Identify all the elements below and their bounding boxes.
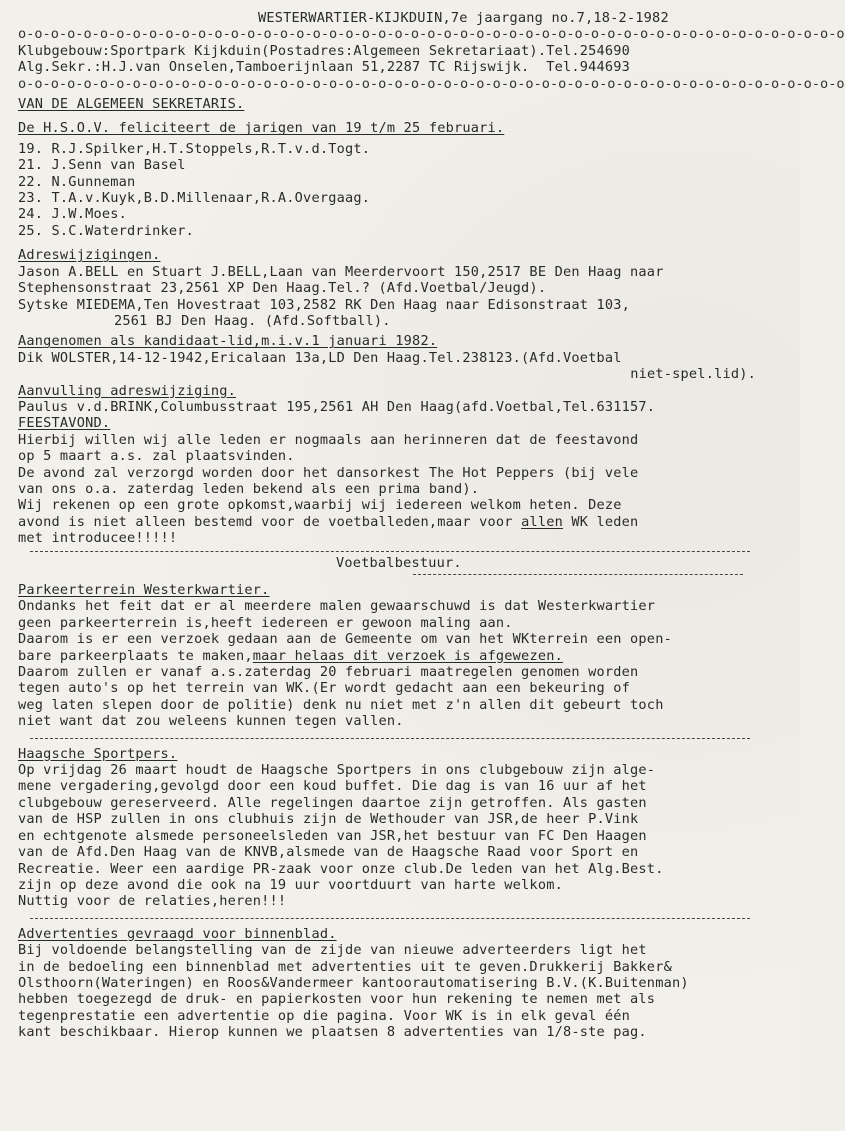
text-line: niet-spel.lid). xyxy=(630,366,756,383)
section-heading-kandidaat: Aangenomen als kandidaat-lid,m.i.v.1 januari 1982. xyxy=(18,333,438,350)
list-item: 25. S.C.Waterdrinker. xyxy=(18,222,195,239)
text-line: met introducee!!!!! xyxy=(18,530,178,547)
underlined-word: allen xyxy=(521,513,563,530)
club-address-line: Klubgebouw:Sportpark Kijkduin(Postadres:Algemeen Sekretariaat).Tel.254690 xyxy=(18,42,631,59)
text-line: Daarom zullen er vanaf a.s.zaterdag 20 februari maatregelen genomen worden xyxy=(18,664,639,681)
secretary-address-line: Alg.Sekr.:H.J.van Onselen,Tamboerijnlaan 51,2287 TC Rijswijk. Tel.944693 xyxy=(18,59,631,76)
text-line xyxy=(18,648,760,664)
list-item: 22. N.Gunneman xyxy=(18,173,136,190)
list-item: 23. T.A.v.Kuyk,B.D.Millenaar,R.A.Overgaag. xyxy=(18,190,371,207)
text-line: Olsthoorn(Wateringen) en Roos&Vandermeer kantoorautomatisering B.V.(K.Buitenman) xyxy=(18,974,689,991)
text-line: in de bedoeling een binnenblad met advertenties uit te geven.Drukkerij Bakker& xyxy=(18,958,672,975)
birthday-list xyxy=(18,141,760,239)
section-heading-jarigen: De H.S.O.V. feliciteert de jarigen van 19 t/m 25 februari. xyxy=(18,120,505,137)
list-item: 21. J.Senn van Basel xyxy=(18,157,186,174)
text-line: Op vrijdag 26 maart houdt de Haagsche Sportpers in ons clubgebouw zijn alge- xyxy=(18,762,656,779)
text-span: WK leden xyxy=(562,513,639,530)
section-heading-feestavond: FEESTAVOND. xyxy=(18,415,111,432)
text-line: van ons o.a. zaterdag leden bekend als een prima band). xyxy=(18,480,480,497)
text-line: Nuttig voor de relaties,heren!!! xyxy=(18,893,287,910)
section-heading-sekretaris: VAN DE ALGEMEEN SEKRETARIS. xyxy=(18,96,245,113)
section-heading-aanvulling: Aanvulling adreswijziging. xyxy=(18,382,236,399)
dotted-separator-top: o-o-o-o-o-o-o-o-o-o-o-o-o-o-o-o-o-o-o-o-o-o-o-o-o-o-o-o-o-o-o-o-o-o-o-o-o-o-o-o-o-o-o-o-o-o-o-o-o-o-o xyxy=(18,26,845,43)
section-heading-sportpers: Haagsche Sportpers. xyxy=(18,745,178,762)
text-line: van de Afd.Den Haag van de KNVB,alsmede van de Haagsche Raad voor Sport en xyxy=(18,844,639,861)
text-line: Dik WOLSTER,14-12-1942,Ericalaan 13a,LD Den Haag.Tel.238123.(Afd.Voetbal xyxy=(18,349,622,366)
text-line: Paulus v.d.BRINK,Columbusstraat 195,2561 AH Den Haag(afd.Voetbal,Tel.631157. xyxy=(18,398,656,415)
text-line: Sytske MIEDEMA,Ten Hovestraat 103,2582 RK Den Haag naar Edisonstraat 103, xyxy=(18,296,631,313)
text-line: Bij voldoende belangstelling van de zijde van nieuwe adverteerders ligt het xyxy=(18,942,647,959)
text-line: Wij rekenen op een grote opkomst,waarbij wij iedereen welkom heten. Deze xyxy=(18,497,622,514)
dashed-divider xyxy=(30,551,750,552)
text-line: Hierbij willen wij alle leden er nogmaals aan herinneren dat de feestavond xyxy=(18,431,639,448)
text-line: zijn op deze avond die ook na 19 uur voortduurt van harte welkom. xyxy=(18,876,563,893)
section-label-voetbalbestuur: Voetbalbestuur. xyxy=(336,554,462,571)
text-line: weg laten slepen door de politie) denk nu niet met z'n allen dit gebeurt toch xyxy=(18,696,664,713)
dashed-divider xyxy=(30,918,750,919)
text-line: geen parkeerterrein is,heeft iedereen er gewoon maling aan. xyxy=(18,614,513,631)
text-line: kant beschikbaar. Hierop kunnen we plaatsen 8 advertenties van 1/8-ste pag. xyxy=(18,1024,647,1041)
text-line: Ondanks het feit dat er al meerdere malen gewaarschuwd is dat Westerkwartier xyxy=(18,598,656,615)
dotted-separator-bottom: o-o-o-o-o-o-o-o-o-o-o-o-o-o-o-o-o-o-o-o-o-o-o-o-o-o-o-o-o-o-o-o-o-o-o-o-o-o-o-o-o-o-o-o-o-o-o-o-o-o-o xyxy=(18,75,845,92)
newsletter-title: WESTERWARTIER-KIJKDUIN,7e jaargang no.7,18-2-1982 xyxy=(258,10,669,26)
text-line: Daarom is er een verzoek gedaan aan de Gemeente om van het WKterrein een open- xyxy=(18,631,672,648)
text-line: Jason A.BELL en Stuart J.BELL,Laan van Meerdervoort 150,2517 BE Den Haag naar xyxy=(18,263,664,280)
text-line: clubgebouw gereserveerd. Alle regelingen daartoe zijn getroffen. Als gasten xyxy=(18,794,647,811)
text-line: tegenprestatie een advertentie op die pagina. Voor WK is in elk geval één xyxy=(18,1007,631,1024)
text-line: van de HSP zullen in ons clubhuis zijn de Wethouder van JSR,de heer P.Vink xyxy=(18,811,639,828)
text-line: Stephensonstraat 23,2561 XP Den Haag.Tel.? (Afd.Voetbal/Jeugd). xyxy=(18,280,547,297)
text-line: 2561 BJ Den Haag. (Afd.Softball). xyxy=(114,312,391,329)
text-line: op 5 maart a.s. zal plaatsvinden. xyxy=(18,448,295,465)
text-line: mene vergadering,gevolgd door een koud buffet. Die dag is van 16 uur af het xyxy=(18,778,647,795)
section-heading-advertenties: Advertenties gevraagd voor binnenblad. xyxy=(18,925,337,942)
dashed-divider xyxy=(30,738,750,739)
underlined-phrase: maar helaas dit verzoek is afgewezen. xyxy=(252,647,563,664)
text-line: en echtgenote alsmede personeelsleden van JSR,het bestuur van FC Den Haagen xyxy=(18,827,647,844)
text-line xyxy=(18,514,760,530)
list-item: 24. J.W.Moes. xyxy=(18,206,127,223)
text-line: niet want dat zou weleens kunnen tegen vallen. xyxy=(18,713,404,730)
text-line: tegen auto's op het terrein van WK.(Er wordt gedacht aan een bekeuring of xyxy=(18,680,631,697)
text-line: Recreatie. Weer een aardige PR-zaak voor onze club.De leden van het Alg.Best. xyxy=(18,860,664,877)
text-span: bare parkeerplaats te maken, xyxy=(18,647,253,664)
dashed-divider-short xyxy=(413,574,743,575)
text-line: hebben toegezegd de druk- en papierkosten voor hun rekening te nemen met als xyxy=(18,991,656,1008)
text-span: avond is niet alleen bestemd voor de voetballeden,maar voor xyxy=(18,513,522,530)
list-item: 19. R.J.Spilker,H.T.Stoppels,R.T.v.d.Togt. xyxy=(18,140,371,157)
text-line: De avond zal verzorgd worden door het dansorkest The Hot Peppers (bij vele xyxy=(18,464,639,481)
section-heading-adres: Adreswijzigingen. xyxy=(18,247,161,264)
section-heading-parkeer: Parkeerterrein Westerkwartier. xyxy=(18,582,270,598)
